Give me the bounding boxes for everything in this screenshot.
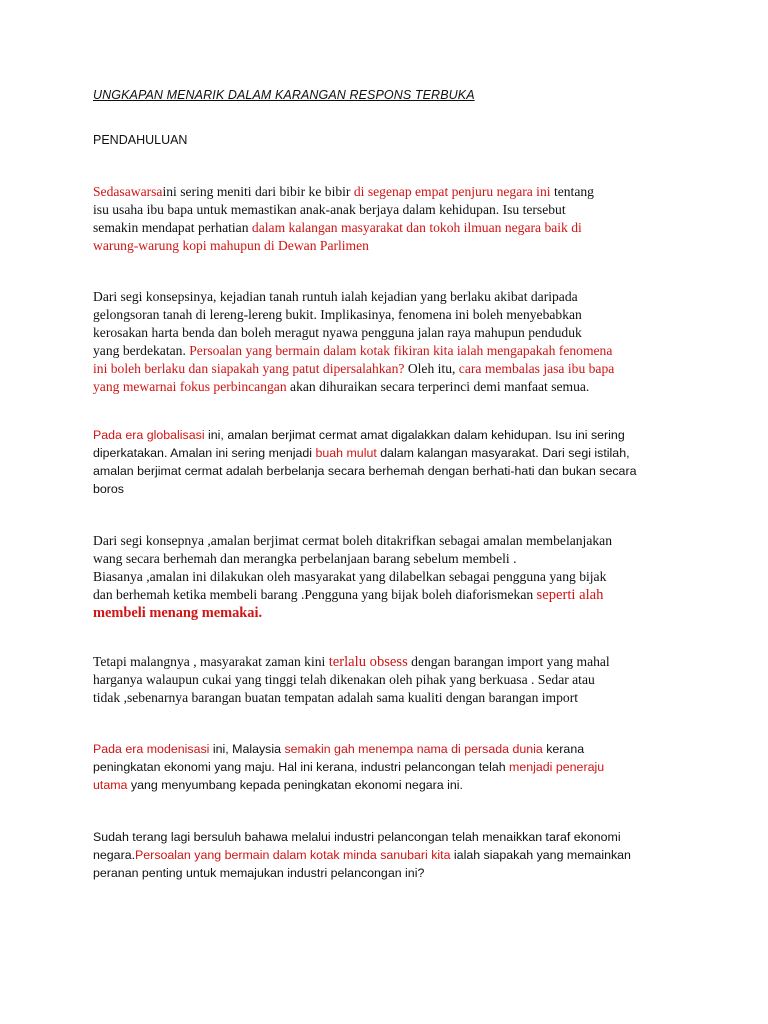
body-text: harganya walaupun cukai yang tinggi telah dikenakan oleh pihak yang berkuasa . Sedar atau <box>93 672 595 687</box>
paragraph-line <box>93 864 678 882</box>
body-text: semakin mendapat perhatian <box>93 220 252 235</box>
paragraph-line <box>93 444 678 462</box>
body-text: ialah siapakah yang memainkan <box>450 848 631 862</box>
body-text: tidak ,sebenarnya barangan buatan tempatan adalah sama kualiti dengan barangan import <box>93 690 579 705</box>
paragraph-line <box>93 586 678 604</box>
body-text: wang secara berhemah dan merangka perbelanjaan barang sebelum membeli . <box>93 551 517 566</box>
paragraph-line <box>93 342 678 360</box>
paragraph-line <box>93 462 678 480</box>
highlighted-phrase: Sedasawarsa <box>93 184 163 199</box>
highlighted-phrase: membeli menang memakai. <box>93 605 263 621</box>
paragraph-line <box>93 288 678 306</box>
paragraph-line <box>93 568 678 586</box>
paragraph-line <box>93 828 678 846</box>
body-text: diperkatakan. Amalan ini sering menjadi <box>93 446 316 460</box>
paragraph-globalisation <box>93 426 678 498</box>
highlighted-phrase: semakin gah menempa nama di persada dunia <box>284 742 543 756</box>
paragraph-thrift-concept <box>93 532 678 622</box>
body-text: peranan penting untuk memajukan industri pelancongan ini? <box>93 866 425 880</box>
paragraph-line <box>93 604 678 622</box>
body-text: boros <box>93 482 124 496</box>
body-text: tentang <box>550 184 594 199</box>
highlighted-phrase: utama <box>93 778 128 792</box>
body-text: Sudah terang lagi bersuluh bahawa melalui industri pelancongan telah menaikkan taraf ekonomi <box>93 830 621 844</box>
body-text: Dari segi konsepsinya, kejadian tanah runtuh ialah kejadian yang berlaku akibat daripada <box>93 289 578 304</box>
highlighted-phrase: yang mewarnai fokus perbincangan <box>93 379 287 394</box>
body-text: yang berdekatan. <box>93 343 190 358</box>
body-text: Tetapi malangnya , masyarakat zaman kini <box>93 654 329 669</box>
body-text: negara. <box>93 848 136 862</box>
paragraph-line <box>93 360 678 378</box>
body-text: ini, amalan berjimat cermat amat digalakkan dalam kehidupan. Isu ini sering <box>204 428 625 442</box>
section-heading: PENDAHULUAN <box>93 133 188 147</box>
paragraph-line <box>93 758 678 776</box>
body-text: Dari segi konsepnya ,amalan berjimat cermat boleh ditakrifkan sebagai amalan membelanjakan <box>93 533 612 548</box>
highlighted-phrase: cara membalas jasa ibu bapa <box>458 361 615 376</box>
paragraph-imported-goods <box>93 653 678 707</box>
paragraph-landslide <box>93 288 678 396</box>
paragraph-introduction <box>93 183 678 255</box>
paragraph-line <box>93 532 678 550</box>
paragraph-modernisation <box>93 740 678 794</box>
highlighted-phrase: ini boleh berlaku dan siapakah yang patut dipersalahkan? <box>93 361 405 376</box>
paragraph-line <box>93 306 678 324</box>
highlighted-phrase: Persoalan yang bermain dalam kotak minda sanubari kita <box>135 848 451 862</box>
body-text: Biasanya ,amalan ini dilakukan oleh masyarakat yang dilabelkan sebagai pengguna yang bijak <box>93 569 607 584</box>
highlighted-phrase: Persoalan yang bermain dalam kotak fikiran kita ialah mengapakah fenomena <box>189 343 613 358</box>
body-text: kerosakan harta benda dan boleh meragut nyawa pengguna jalan raya mahupun penduduk <box>93 325 582 340</box>
paragraph-line <box>93 183 678 201</box>
body-text: peningkatan ekonomi yang maju. Hal ini kerana, industri pelancongan telah <box>93 760 510 774</box>
paragraph-line <box>93 550 678 568</box>
body-text: kerana <box>542 742 585 756</box>
paragraph-line <box>93 237 678 255</box>
paragraph-line <box>93 378 678 396</box>
highlighted-phrase: Pada era globalisasi <box>93 428 205 442</box>
paragraph-line <box>93 426 678 444</box>
paragraph-line <box>93 671 678 689</box>
body-text: ini sering meniti dari bibir ke bibir <box>162 184 354 199</box>
highlighted-phrase: di segenap empat penjuru negara ini <box>353 184 551 199</box>
paragraph-line <box>93 201 678 219</box>
body-text: isu usaha ibu bapa untuk memastikan anak-anak berjaya dalam kehidupan. Isu tersebut <box>93 202 566 217</box>
body-text: amalan berjimat cermat adalah berbelanja secara berhemah dengan berhati-hati dan bukan secara <box>93 464 637 478</box>
paragraph-line <box>93 480 678 498</box>
highlighted-phrase: terlalu obsess <box>328 654 408 670</box>
highlighted-phrase: warung-warung kopi mahupun di Dewan Parlimen <box>93 238 369 253</box>
highlighted-phrase: dalam kalangan masyarakat dan tokoh ilmuan negara baik di <box>251 220 582 235</box>
body-text: akan dihuraikan secara terperinci demi manfaat semua. <box>286 379 590 394</box>
paragraph-line <box>93 653 678 671</box>
paragraph-line <box>93 689 678 707</box>
highlighted-phrase: buah mulut <box>315 446 377 460</box>
body-text: dalam kalangan masyarakat. Dari segi istilah, <box>376 446 630 460</box>
highlighted-phrase: Pada era modenisasi <box>93 742 210 756</box>
document-title: UNGKAPAN MENARIK DALAM KARANGAN RESPONS TERBUKA <box>93 88 475 102</box>
highlighted-phrase: seperti alah <box>536 587 604 603</box>
body-text: dengan barangan import yang mahal <box>407 654 610 669</box>
paragraph-line <box>93 324 678 342</box>
paragraph-tourism <box>93 828 678 882</box>
body-text: Oleh itu, <box>404 361 459 376</box>
body-text: yang menyumbang kepada peningkatan ekonomi negara ini. <box>127 778 463 792</box>
paragraph-line <box>93 740 678 758</box>
paragraph-line <box>93 219 678 237</box>
body-text: dan berhemah ketika membeli barang .Pengguna yang bijak boleh diaforismekan <box>93 587 537 602</box>
paragraph-line <box>93 846 678 864</box>
body-text: ini, Malaysia <box>209 742 285 756</box>
body-text: gelongsoran tanah di lereng-lereng bukit. Implikasinya, fenomena ini boleh menyebabkan <box>93 307 582 322</box>
paragraph-line <box>93 776 678 794</box>
highlighted-phrase: menjadi peneraju <box>509 760 605 774</box>
